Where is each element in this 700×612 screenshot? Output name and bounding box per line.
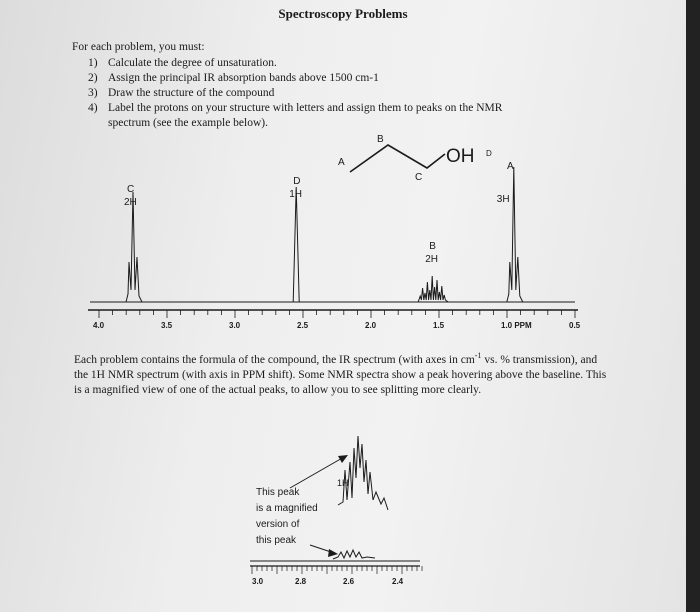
peak-count-label: 3H xyxy=(496,194,510,205)
axis-tick-label: 0.5 xyxy=(569,321,581,330)
photo-edge xyxy=(686,0,700,612)
structure-label-a-right: A xyxy=(507,161,514,172)
structure-label-b: B xyxy=(377,134,384,145)
axis-tick-label: 3.5 xyxy=(161,321,173,330)
step-text: Label the protons on your structure with letters and assign them to peaks on the NMR xyxy=(108,102,503,114)
peak-letter-label: C xyxy=(127,184,135,195)
step-text: Assign the principal IR absorption bands above 1500 cm-1 xyxy=(108,72,379,84)
axis-tick-label: 3.0 xyxy=(229,321,241,330)
nmr-axis-labels xyxy=(93,321,581,330)
structure-label-d: D xyxy=(486,149,492,158)
magnified-peak-inset xyxy=(250,436,422,586)
inset-annotation-line-1: This peak xyxy=(256,487,300,498)
inset-axis-ticks xyxy=(252,566,422,574)
axis-tick-label: 1.0 PPM xyxy=(501,321,532,330)
arrowhead-up xyxy=(338,455,348,463)
step-number: 3) xyxy=(88,87,98,99)
step-number: 1) xyxy=(88,57,98,69)
carbon-chain xyxy=(350,145,445,172)
actual-peak-small xyxy=(333,550,375,559)
step-number: 2) xyxy=(88,72,98,84)
axis-tick-label: 2.5 xyxy=(297,321,309,330)
paragraph-superscript: -1 xyxy=(474,351,482,360)
inset-axis-label: 3.0 xyxy=(252,577,264,586)
structure-label-a-left: A xyxy=(338,157,345,168)
inset-peak-label: 1H xyxy=(337,478,349,488)
intro-text: For each problem, you must: xyxy=(72,41,205,53)
molecule-structure xyxy=(350,145,445,172)
nmr-axis-ticks xyxy=(99,310,575,318)
axis-tick-label: 4.0 xyxy=(93,321,105,330)
peak-letter-label: B xyxy=(429,241,436,252)
inset-axis-label: 2.8 xyxy=(295,577,307,586)
nmr-peak-labels xyxy=(124,176,510,265)
axis-tick-label: 1.5 xyxy=(433,321,445,330)
nmr-peaks xyxy=(126,167,523,302)
inset-annotation-line-2: is a magnified xyxy=(256,503,318,514)
step-4-continued: spectrum (see the example below). xyxy=(108,117,268,129)
peak-count-label: 2H xyxy=(425,254,438,265)
inset-axis-labels xyxy=(252,577,404,586)
structure-label-oh: OH xyxy=(446,146,475,167)
peak-letter-label: D xyxy=(293,176,301,187)
explanation-paragraph xyxy=(74,348,614,398)
arrow-to-magnified xyxy=(290,457,344,488)
nmr-peak xyxy=(293,187,299,302)
inset-annotation-line-4: this peak xyxy=(256,535,297,546)
inset-axis-label: 2.4 xyxy=(392,577,404,586)
paragraph-part-1: Each problem contains the formula of the compound, the IR spectrum (with axes in cm xyxy=(74,353,475,366)
page-title: Spectroscopy Problems xyxy=(278,6,408,21)
step-text: Draw the structure of the compound xyxy=(108,87,275,99)
inset-annotation-line-3: version of xyxy=(256,519,300,530)
nmr-peak xyxy=(418,276,448,302)
step-text: Calculate the degree of unsaturation. xyxy=(108,57,277,69)
paragraph-part-2: vs. % transmission), and the 1H NMR spectrum (with axis in PPM shift). Some NMR spectra show a peak hovering above the baseline. This is a magnified view of one of the actual peaks, to allow you to see splitting more clearly. xyxy=(74,353,607,396)
arrowhead-right xyxy=(328,549,338,557)
magnified-multiplet xyxy=(338,436,388,510)
nmr-peak xyxy=(507,167,523,302)
peak-count-label: 1H xyxy=(289,189,302,200)
nmr-peak xyxy=(126,192,142,302)
inset-axis-label: 2.6 xyxy=(343,577,355,586)
nmr-spectrum xyxy=(88,167,581,330)
step-number: 4) xyxy=(88,102,98,114)
peak-count-label: 2H xyxy=(124,197,137,208)
structure-label-c: C xyxy=(415,172,423,183)
axis-tick-label: 2.0 xyxy=(365,321,377,330)
